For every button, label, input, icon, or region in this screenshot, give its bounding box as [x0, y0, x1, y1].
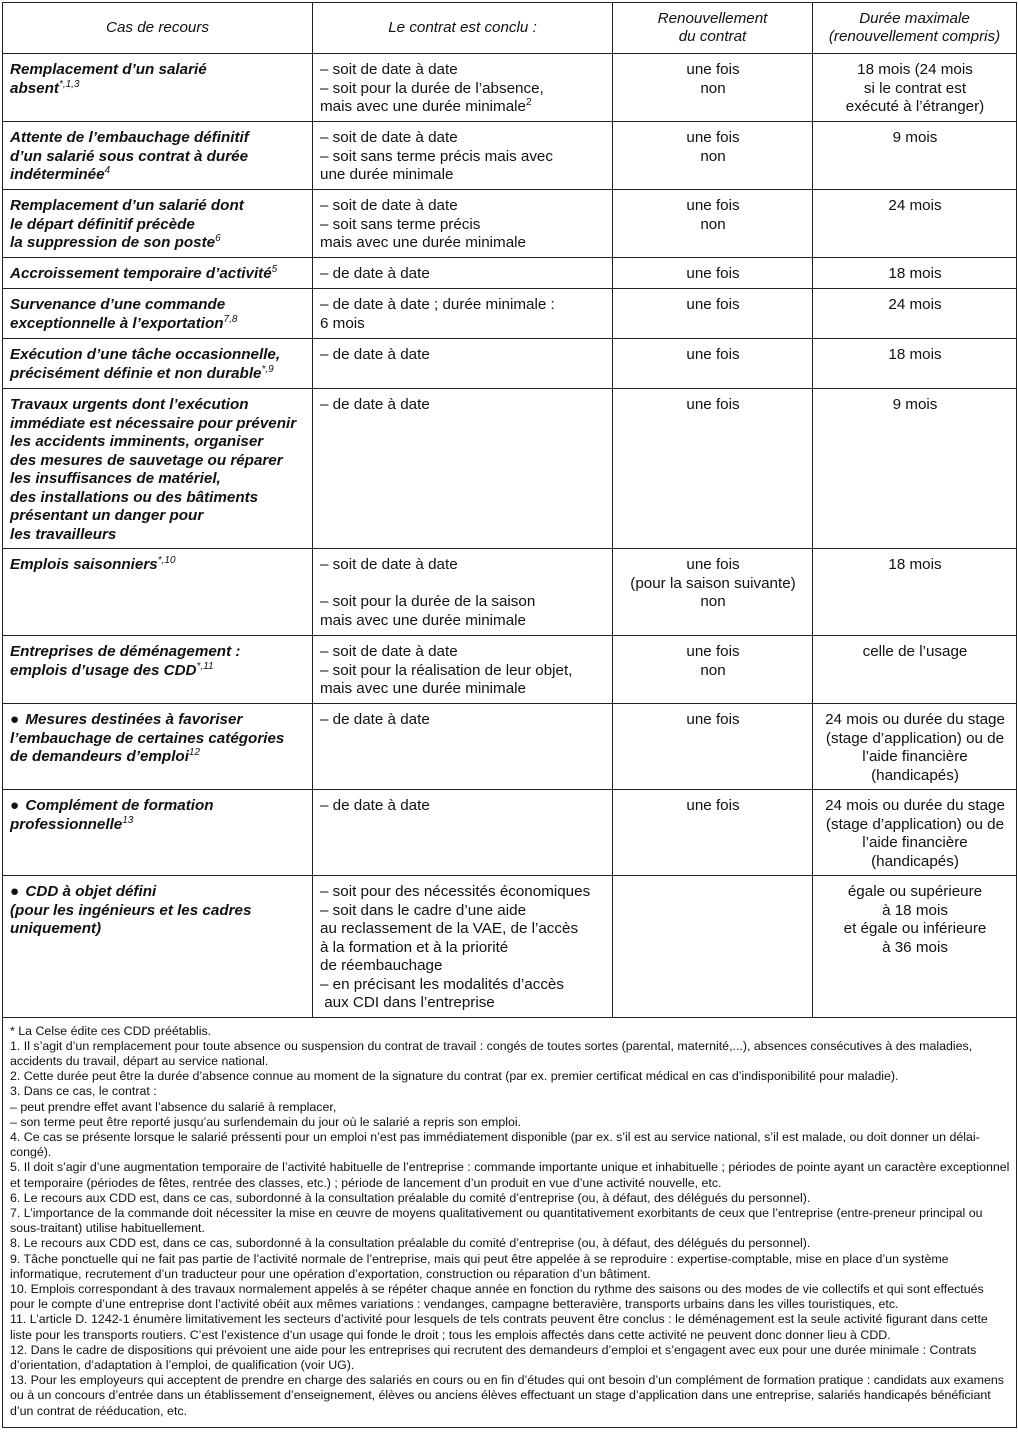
case-text: emplois d’usage des CDD: [10, 661, 197, 679]
table-body: [3, 54, 1017, 1018]
contract-line: [320, 612, 606, 631]
duration-line: l’aide financière (handicapés): [862, 834, 968, 870]
contract-text: – soit de date à date: [320, 556, 458, 573]
case-cell: [3, 549, 313, 636]
duration-line: 18 mois: [888, 346, 942, 363]
contract-text: – de date à date: [320, 346, 430, 363]
case-line: [10, 315, 306, 334]
contract-line: [320, 265, 606, 284]
case-title: [10, 883, 306, 939]
renewal-cell: [613, 876, 813, 1018]
renewal-line: non: [700, 79, 726, 97]
duration-line: 24 mois: [888, 296, 942, 313]
case-text: Attente de l’embauchage définitif: [10, 129, 249, 146]
renewal-line: non: [700, 215, 726, 233]
case-title: [10, 197, 306, 253]
case-title: [10, 643, 306, 680]
footnote: – peut prendre effet avant l’absence du salarié à remplacer,: [10, 1099, 337, 1114]
contract-cell: [313, 876, 613, 1018]
case-line: [10, 197, 306, 216]
case-line: [10, 216, 306, 235]
contract-text: [320, 575, 324, 592]
case-text: les accidents imminents, organiser: [10, 433, 264, 450]
case-text: exceptionnelle à l’exportation: [10, 314, 224, 332]
contract-text: – soit pour la durée de l’absence,: [320, 79, 544, 97]
case-line: [10, 166, 306, 185]
renewal-line: une fois: [686, 346, 740, 363]
footnote: 8. Le recours aux CDD est, dans ce cas, subordonné à la consultation préalable du comité d’entreprise (ou, à défaut, des délégués du personnel).: [10, 1236, 811, 1251]
duration-cell: [813, 289, 1017, 339]
duration-line: exécuté à l’étranger): [845, 98, 985, 115]
contract-text: au reclassement de la VAE, de l’accès: [320, 920, 579, 937]
case-footnote-ref: 7,8: [223, 313, 238, 325]
case-line: [10, 797, 306, 816]
table-header-row: [3, 3, 1017, 54]
duration-line: 24 mois ou durée du stage: [825, 797, 1005, 814]
case-text: Travaux urgents dont l’exécution: [10, 396, 249, 413]
case-title: [10, 396, 306, 544]
contract-line: [320, 396, 606, 415]
contract-cell: [313, 289, 613, 339]
table-row: [3, 190, 1017, 258]
contract-text: – en précisant les modalités d’accès: [320, 975, 564, 993]
case-line: [10, 711, 306, 730]
duration-line: à 36 mois: [882, 938, 948, 956]
renewal-cell: [613, 549, 813, 636]
contract-cell: [313, 122, 613, 190]
case-footnote-ref: *,11: [196, 660, 214, 672]
case-text: (pour les ingénieurs et les cadres: [10, 901, 252, 919]
contract-text: – soit pour la réalisation de leur objet,: [320, 661, 573, 679]
duration-cell: [813, 258, 1017, 289]
footnote: 5. Il doit s’agir d’une augmentation temporaire de l’activité habituelle de l’entreprise : commande importante unique et inhabituelle ; périodes de pointe ayant un caractère exceptionnel et temporaire (périodes de fêtes, rentrée des classes, etc.) ; période de lancement d’un produit en vue d’une activité nouvelle, etc.: [10, 1160, 1010, 1190]
renewal-cell: [613, 389, 813, 549]
duration-line: l’aide financière (handicapés): [862, 748, 968, 784]
case-text: uniquement): [10, 920, 102, 937]
bullet-icon: ●: [10, 797, 24, 814]
duration-line: 9 mois: [892, 396, 938, 413]
case-text: les insuffisances de matériel,: [10, 470, 221, 487]
case-title: [10, 129, 306, 185]
case-text: Emplois saisonniers: [10, 556, 158, 573]
case-text: CDD à objet défini: [25, 883, 157, 900]
contract-text: une durée minimale: [320, 166, 454, 183]
renewal-line: non: [700, 661, 726, 679]
contract-cell: [313, 389, 613, 549]
table-row: [3, 258, 1017, 289]
renewal-line: une fois: [686, 61, 740, 78]
duration-cell: [813, 790, 1017, 876]
header-case: [3, 3, 313, 54]
renewal-line: une fois: [686, 711, 740, 728]
case-title: [10, 556, 306, 575]
bullet-icon: ●: [10, 711, 24, 728]
duration-line: 18 mois: [888, 265, 942, 282]
renewal-cell: [613, 122, 813, 190]
contract-text: mais avec une durée minimale: [320, 611, 526, 629]
contract-footnote-ref: 2: [525, 96, 532, 108]
table-row: [3, 790, 1017, 876]
case-line: [10, 730, 306, 749]
contract-text: – soit sans terme précis: [320, 215, 481, 233]
footnotes: [2, 1018, 1017, 1428]
case-line: [10, 61, 306, 80]
contract-line: [320, 234, 606, 253]
contract-text: – soit de date à date: [320, 643, 458, 660]
header-duration-line: (renouvellement compris): [828, 28, 1001, 45]
duration-line: 18 mois: [888, 556, 942, 573]
case-line: [10, 80, 306, 99]
contract-line: [320, 346, 606, 365]
case-footnote-ref: 13: [122, 814, 134, 826]
case-text: Survenance d’une commande: [10, 296, 226, 313]
case-cell: [3, 876, 313, 1018]
cdd-recourse-table: [2, 2, 1017, 1018]
contract-line: [320, 80, 606, 99]
case-line: [10, 129, 306, 148]
contract-line: [320, 662, 606, 681]
case-footnote-ref: *,10: [157, 554, 176, 566]
contract-text: mais avec une durée minimale: [320, 680, 526, 697]
case-footnote-ref: 12: [188, 746, 201, 758]
case-title: [10, 61, 306, 98]
case-footnote-ref: 4: [104, 164, 111, 176]
case-cell: [3, 122, 313, 190]
case-text: indéterminée: [10, 166, 105, 183]
header-case-label: Cas de recours: [106, 18, 209, 36]
footnote: 1. Il s’agit d’un remplacement pour toute absence ou suspension du contrat de travail : congés de toutes sortes (parental, maternité,...), absences consécutives à des maladies, accidents du travail, départ au service national.: [10, 1038, 973, 1068]
contract-line: [320, 148, 606, 167]
contract-cell: [313, 258, 613, 289]
header-contract-label: Le contrat est conclu :: [388, 18, 537, 36]
renewal-line: une fois: [686, 197, 740, 214]
contract-line: [320, 920, 606, 939]
contract-cell: [313, 339, 613, 389]
contract-line: [320, 166, 606, 185]
renewal-cell: [613, 704, 813, 790]
renewal-cell: [613, 339, 813, 389]
case-line: [10, 748, 306, 767]
footnote: 6. Le recours aux CDD est, dans ce cas, subordonné à la consultation préalable du comité d’entreprise (ou, à défaut, des délégués du personnel).: [10, 1190, 811, 1205]
case-line: [10, 346, 306, 365]
renewal-line: une fois: [686, 556, 740, 573]
document-page: [2, 2, 1016, 1428]
case-line: [10, 148, 306, 167]
renewal-cell: [613, 54, 813, 122]
case-text: Exécution d’une tâche occasionnelle,: [10, 346, 281, 363]
table-row: [3, 54, 1017, 122]
duration-cell: [813, 636, 1017, 704]
contract-text: – de date à date: [320, 396, 430, 413]
table-row: [3, 389, 1017, 549]
duration-cell: [813, 549, 1017, 636]
case-text: Complément de formation: [25, 797, 214, 814]
duration-line: et égale ou inférieure: [843, 920, 987, 937]
renewal-line: (pour la saison suivante): [630, 574, 796, 592]
contract-line: [320, 711, 606, 730]
contract-line: [320, 216, 606, 235]
case-line: [10, 816, 306, 835]
case-text: des mesures de sauvetage ou réparer: [10, 451, 283, 469]
table-row: [3, 876, 1017, 1018]
case-text: le départ définitif précède: [10, 215, 195, 233]
contract-text: – soit dans le cadre d’une aide: [320, 901, 527, 919]
table-row: [3, 122, 1017, 190]
header-renewal-line: du contrat: [678, 28, 747, 45]
case-line: [10, 902, 306, 921]
duration-cell: [813, 389, 1017, 549]
contract-line: [320, 575, 606, 594]
renewal-line: une fois: [686, 797, 740, 814]
case-footnote-ref: 6: [215, 232, 221, 244]
contract-text: – de date à date: [320, 797, 430, 814]
contract-text: – soit pour la durée de la saison: [320, 593, 536, 610]
footnote: 3. Dans ce cas, le contrat :: [10, 1084, 157, 1099]
footnote: 10. Emplois correspondant à des travaux normalement appelés à se répéter chaque année en fonction du rythme des saisons ou des modes de vie collectifs et qui sont effectués pour le compte d’une entreprise dont l’activité obéit aux mêmes variations : vendanges, campagne betteravière, transports urbains dans les villes touristiques, etc.: [10, 1281, 984, 1312]
case-line: [10, 296, 306, 315]
bullet-icon: ●: [10, 883, 24, 900]
case-text: de demandeurs d’emploi: [10, 748, 189, 765]
contract-text: – soit de date à date: [320, 61, 458, 78]
case-line: [10, 396, 306, 415]
renewal-cell: [613, 289, 813, 339]
duration-cell: [813, 54, 1017, 122]
case-line: [10, 365, 306, 384]
contract-line: [320, 98, 606, 117]
case-text: présentant un danger pour: [10, 507, 204, 524]
case-text: professionnelle: [10, 815, 123, 833]
contract-line: [320, 902, 606, 921]
case-line: [10, 526, 306, 545]
case-cell: [3, 790, 313, 876]
contract-text: – soit sans terme précis mais avec: [320, 147, 553, 165]
contract-line: [320, 883, 606, 902]
table-row: [3, 704, 1017, 790]
contract-text: mais avec une durée minimale: [320, 98, 526, 115]
case-title: [10, 346, 306, 383]
duration-line: (stage d’application) ou de: [825, 729, 1005, 747]
case-line: [10, 415, 306, 434]
contract-text: – de date à date: [320, 265, 430, 282]
case-title: [10, 797, 306, 834]
contract-line: [320, 129, 606, 148]
case-cell: [3, 190, 313, 258]
footnote: – son terme peut être reporté jusqu’au surlendemain du jour où le salarié a repris son emploi.: [10, 1114, 522, 1129]
header-renewal: [613, 3, 813, 54]
table-row: [3, 289, 1017, 339]
contract-line: [320, 556, 606, 575]
contract-cell: [313, 636, 613, 704]
footnote: 2. Cette durée peut être la durée d’absence connue au moment de la signature du contrat (par ex. premier certificat médical en cas d’indisponibilité pour maladie).: [10, 1069, 899, 1084]
case-line: [10, 556, 306, 575]
renewal-line: non: [700, 147, 726, 165]
duration-cell: [813, 190, 1017, 258]
duration-cell: [813, 876, 1017, 1018]
case-text: Remplacement d’un salarié dont: [10, 197, 244, 214]
footnote: 7. L’importance de la commande doit nécessiter la mise en œuvre de moyens qualitativement ou quantitativement exorbitants de ceux que l’entreprise (entre-preneur principal ou sous-traitant) utilise habituellement.: [10, 1205, 983, 1236]
case-text: la suppression de son poste: [10, 234, 216, 251]
case-line: [10, 662, 306, 681]
renewal-cell: [613, 190, 813, 258]
table-row: [3, 636, 1017, 704]
case-text: des installations ou des bâtiments: [10, 488, 259, 506]
renewal-cell: [613, 636, 813, 704]
renewal-cell: [613, 258, 813, 289]
header-contract: [313, 3, 613, 54]
renewal-line: une fois: [686, 296, 740, 313]
header-duration: [813, 3, 1017, 54]
duration-line: à 18 mois: [882, 901, 948, 919]
case-text: l’embauchage de certaines catégories: [10, 729, 285, 747]
contract-text: à la formation et à la priorité: [320, 938, 509, 956]
case-text: Accroissement temporaire d’activité: [10, 265, 272, 282]
case-cell: [3, 704, 313, 790]
footnote: 12. Dans le cadre de dispositions qui prévoient une aide pour les entreprises qui recrutent des demandeurs d’emploi et s’engagent avec eux pour une durée minimale : Contrats d’orientation, d’adaptation à l’emploi, de qualification (voir UG).: [10, 1342, 977, 1372]
case-footnote-ref: *,9: [261, 363, 274, 375]
footnote: * La Celse édite ces CDD préétablis.: [10, 1023, 212, 1038]
case-text: Mesures destinées à favoriser: [25, 711, 243, 728]
case-cell: [3, 54, 313, 122]
contract-text: 6 mois: [320, 314, 365, 332]
contract-cell: [313, 549, 613, 636]
contract-line: [320, 797, 606, 816]
case-cell: [3, 339, 313, 389]
footnote: 9. Tâche ponctuelle qui ne fait pas partie de l’activité normale de l’entreprise, mais qui peut être appelée à se reproduire : expertise-comptable, mise en place d’un système informatique, recrutement d’un traducteur pour une opération d’exportation, construction ou réparation d’un bâtiment.: [10, 1251, 949, 1281]
case-title: [10, 296, 306, 333]
case-cell: [3, 289, 313, 339]
footnote: 11. L’article D. 1242-1 énumère limitativement les secteurs d’activité pour lesquels de tels contrats peuvent être conclus : le déménagement est la seule activité figurant dans cette liste pour les transports routiers. C’est l’existence d’un usage qui fonde le droit ; tous les emplois affectés dans cette activité ne peuvent donc donner lieu à CDD.: [10, 1312, 988, 1342]
case-line: [10, 433, 306, 452]
contract-text: aux CDI dans l’entreprise: [320, 994, 495, 1011]
case-footnote-ref: 5: [271, 263, 278, 275]
renewal-line: une fois: [686, 396, 740, 413]
case-title: [10, 265, 306, 284]
duration-line: égale ou supérieure: [847, 883, 983, 900]
contract-line: [320, 61, 606, 80]
case-line: [10, 470, 306, 489]
contract-text: – soit de date à date: [320, 197, 458, 214]
renewal-line: une fois: [686, 643, 740, 660]
case-line: [10, 452, 306, 471]
contract-text: – de date à date: [320, 711, 430, 728]
duration-line: 18 mois (24 mois: [857, 61, 973, 78]
case-title: [10, 711, 306, 767]
case-line: [10, 234, 306, 253]
contract-text: de réembauchage: [320, 957, 443, 974]
duration-line: 24 mois: [888, 197, 942, 214]
duration-cell: [813, 339, 1017, 389]
contract-text: – soit pour des nécessités économiques: [320, 883, 591, 900]
case-footnote-ref: *,1,3: [58, 78, 80, 90]
contract-line: [320, 957, 606, 976]
duration-cell: [813, 122, 1017, 190]
contract-cell: [313, 190, 613, 258]
renewal-cell: [613, 790, 813, 876]
contract-cell: [313, 790, 613, 876]
duration-cell: [813, 704, 1017, 790]
contract-line: [320, 976, 606, 995]
renewal-line: une fois: [686, 129, 740, 146]
case-cell: [3, 636, 313, 704]
case-text: les travailleurs: [10, 525, 117, 543]
case-cell: [3, 389, 313, 549]
duration-line: si le contrat est: [863, 79, 967, 97]
contract-line: [320, 939, 606, 958]
duration-line: 24 mois ou durée du stage: [825, 711, 1005, 728]
contract-line: [320, 315, 606, 334]
case-line: [10, 883, 306, 902]
case-cell: [3, 258, 313, 289]
header-duration-line: Durée maximale: [859, 9, 970, 27]
contract-text: – soit de date à date: [320, 129, 458, 146]
case-text: d’un salarié sous contrat à durée: [10, 147, 249, 165]
case-text: précisément définie et non durable: [10, 364, 262, 382]
case-text: absent: [10, 79, 59, 97]
case-line: [10, 265, 306, 284]
contract-line: [320, 197, 606, 216]
duration-line: (stage d’application) ou de: [825, 815, 1005, 833]
duration-line: celle de l’usage: [862, 643, 968, 660]
contract-cell: [313, 704, 613, 790]
footnote: 13. Pour les employeurs qui acceptent de prendre en charge des salariés en cours ou en fin d’études qui ont besoin d’un complément de formation pratique : candidats aux examens ou à un concours d’entrée dans un établissement d’enseignement, élèves ou anciens élèves effectuant un stage d’application dans une entreprise, salariés handicapés bénéficiant d’un contrat de rééducation, etc.: [10, 1373, 1004, 1418]
case-line: [10, 489, 306, 508]
footnote: 4. Ce cas se présente lorsque le salarié préssenti pour un emploi n’est pas immédiatement disponible (par ex. s’il est au service national, s’il est malade, ou doit donner un délai-congé).: [10, 1129, 980, 1160]
case-line: [10, 643, 306, 662]
table-row: [3, 339, 1017, 389]
duration-line: 9 mois: [892, 129, 938, 146]
contract-line: [320, 994, 606, 1013]
contract-text: mais avec une durée minimale: [320, 234, 526, 251]
renewal-line: une fois: [686, 265, 740, 282]
contract-line: [320, 296, 606, 315]
case-line: [10, 920, 306, 939]
renewal-line: non: [700, 593, 726, 610]
contract-text: – de date à date ; durée minimale :: [320, 296, 555, 313]
contract-line: [320, 643, 606, 662]
header-renewal-line: Renouvellement: [657, 9, 768, 27]
case-text: immédiate est nécessaire pour prévenir: [10, 414, 297, 432]
case-text: Entreprises de déménagement :: [10, 643, 241, 660]
contract-cell: [313, 54, 613, 122]
table-row: [3, 549, 1017, 636]
case-line: [10, 507, 306, 526]
case-text: Remplacement d’un salarié: [10, 61, 207, 78]
contract-line: [320, 680, 606, 699]
contract-line: [320, 593, 606, 612]
